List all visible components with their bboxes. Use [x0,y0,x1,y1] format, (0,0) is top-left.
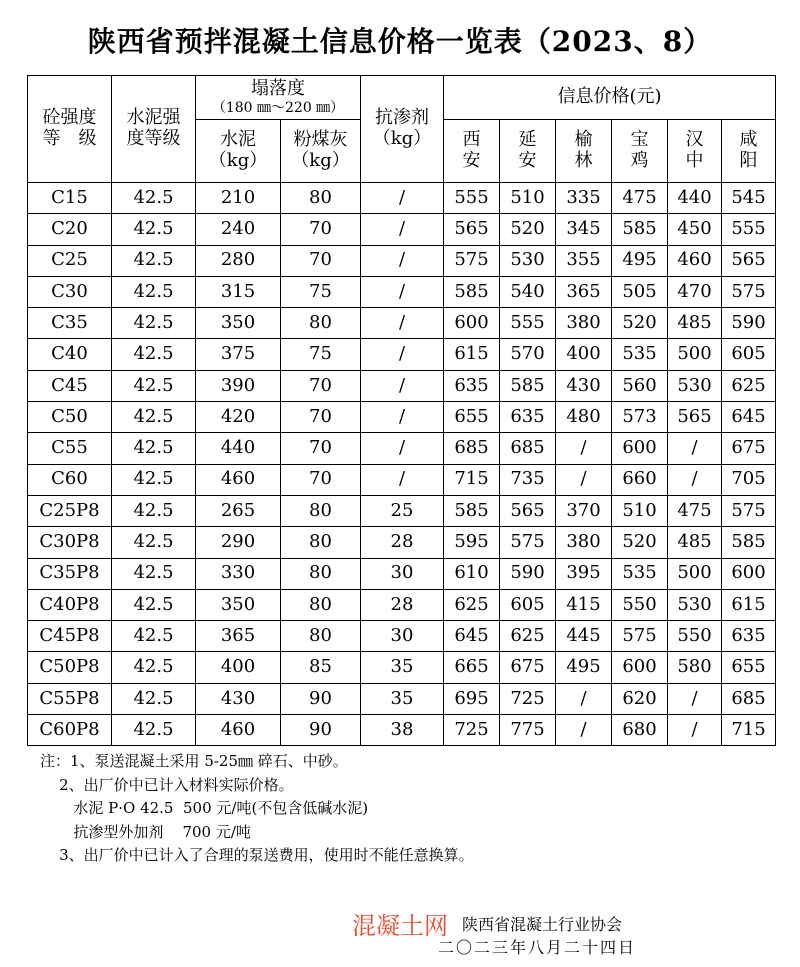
table-cell: 560 [612,370,668,401]
table-cell: 590 [722,308,776,339]
table-cell: 80 [281,558,361,589]
table-cell: 480 [556,402,612,433]
table-cell: 685 [722,683,776,714]
table-cell: 400 [556,339,612,370]
header-slump: 塌落度 （180 ㎜～220 ㎜） [196,76,361,120]
table-cell: 510 [612,495,668,526]
table-cell: 575 [722,276,776,307]
table-cell: 575 [500,527,556,558]
table-cell: 430 [196,683,281,714]
table-cell: 615 [444,339,500,370]
table-cell: 530 [500,245,556,276]
table-cell: 330 [196,558,281,589]
table-cell: 605 [500,589,556,620]
table-cell: / [361,370,444,401]
header-city-yulin: 榆 林 [556,120,612,183]
table-cell: 430 [556,370,612,401]
table-cell: 725 [500,683,556,714]
table-cell: 280 [196,245,281,276]
table-cell: / [361,214,444,245]
header-grade: 砼强度 等 级 [28,76,112,183]
table-cell: 625 [444,589,500,620]
table-cell: 495 [556,652,612,683]
table-cell: 80 [281,589,361,620]
table-cell: 345 [556,214,612,245]
table-cell: 42.5 [112,558,196,589]
table-cell: 535 [612,558,668,589]
table-cell: C55 [28,433,112,464]
table-row [28,370,776,401]
table-cell: 460 [196,464,281,495]
table-cell: 415 [556,589,612,620]
header-city-xian: 西 安 [444,120,500,183]
table-cell: / [361,183,444,214]
table-cell: 70 [281,214,361,245]
header-city-baoji: 宝 鸡 [612,120,668,183]
table-cell: 620 [612,683,668,714]
table-cell: 685 [444,433,500,464]
table-cell: 485 [668,527,722,558]
table-cell: C50P8 [28,652,112,683]
table-cell: 675 [500,652,556,683]
table-cell: 573 [612,402,668,433]
table-cell: 42.5 [112,245,196,276]
table-cell: / [556,433,612,464]
table-cell: 575 [444,245,500,276]
table-row [28,558,776,589]
table-cell: / [361,276,444,307]
table-cell: 460 [668,245,722,276]
note-line: 2、出厂价中已计入材料实际价格。 [40,775,294,794]
table-cell: 70 [281,464,361,495]
table-cell: 475 [668,495,722,526]
table-cell: 520 [500,214,556,245]
table-cell: 565 [500,495,556,526]
header-city-xianyang: 咸 阳 [722,120,776,183]
table-cell: 590 [500,558,556,589]
table-cell: 565 [668,402,722,433]
table-cell: 315 [196,276,281,307]
header-price: 信息价格(元) [444,76,776,120]
table-cell: 635 [722,621,776,652]
table-cell: / [361,402,444,433]
table-row [28,433,776,464]
table-cell: 290 [196,527,281,558]
table-cell: 350 [196,589,281,620]
table-cell: 420 [196,402,281,433]
header-cement: 水泥 （kg） [196,120,281,183]
table-cell: C50 [28,402,112,433]
table-cell: 445 [556,621,612,652]
table-cell: 400 [196,652,281,683]
table-cell: C45 [28,370,112,401]
table-row [28,621,776,652]
table-cell: 365 [196,621,281,652]
table-cell: 545 [722,183,776,214]
table-cell: 540 [500,276,556,307]
table-cell: 42.5 [112,308,196,339]
table-cell: 265 [196,495,281,526]
table-cell: 42.5 [112,464,196,495]
table-cell: / [361,308,444,339]
table-row [28,308,776,339]
table-cell: 500 [668,339,722,370]
table-cell: 440 [196,433,281,464]
table-row [28,402,776,433]
table-cell: 655 [722,652,776,683]
table-cell: 70 [281,245,361,276]
table-cell: 70 [281,402,361,433]
table-cell: 575 [722,495,776,526]
table-cell: 585 [444,495,500,526]
table-cell: 635 [500,402,556,433]
table-cell: 370 [556,495,612,526]
note-line: 注：1、泵送混凝土采用 5-25㎜ 碎石、中砂。 [40,752,348,770]
table-cell: 725 [444,715,500,746]
table-cell: 485 [668,308,722,339]
table-cell: 675 [722,433,776,464]
table-cell: 470 [668,276,722,307]
table-cell: 42.5 [112,183,196,214]
table-row [28,715,776,746]
table-cell: 42.5 [112,214,196,245]
table-cell: 30 [361,558,444,589]
organization-name: 陕西省混凝土行业协会 [462,915,623,934]
table-cell: 42.5 [112,683,196,714]
table-cell: 565 [444,214,500,245]
table-cell: 80 [281,183,361,214]
table-row [28,527,776,558]
table-cell: 75 [281,339,361,370]
table-cell: 30 [361,621,444,652]
table-row [28,245,776,276]
table-cell: 530 [668,589,722,620]
table-cell: 42.5 [112,276,196,307]
table-row [28,183,776,214]
header-cement-grade: 水泥强 度等级 [112,76,196,183]
table-cell: 555 [444,183,500,214]
table-cell: 635 [444,370,500,401]
table-cell: 550 [668,621,722,652]
table-cell: 600 [612,433,668,464]
price-table [27,75,776,746]
table-cell: 500 [668,558,722,589]
table-cell: 495 [612,245,668,276]
table-cell: 570 [500,339,556,370]
table-cell: 28 [361,527,444,558]
table-cell: 42.5 [112,370,196,401]
table-cell: 625 [722,370,776,401]
table-cell: 585 [500,370,556,401]
table-cell: C35P8 [28,558,112,589]
table-cell: 35 [361,652,444,683]
table-row [28,652,776,683]
table-cell: 605 [722,339,776,370]
table-cell: C20 [28,214,112,245]
table-cell: 440 [668,183,722,214]
table-cell: 380 [556,527,612,558]
table-cell: 575 [612,621,668,652]
table-cell: / [361,464,444,495]
table-row [28,495,776,526]
table-cell: 715 [722,715,776,746]
table-cell: 475 [612,183,668,214]
header-row-1 [28,76,776,120]
table-cell: C60 [28,464,112,495]
table-cell: 42.5 [112,495,196,526]
table-cell: 555 [500,308,556,339]
table-cell: 705 [722,464,776,495]
table-cell: C40P8 [28,589,112,620]
table-cell: C55P8 [28,683,112,714]
table-cell: 625 [500,621,556,652]
table-cell: 42.5 [112,652,196,683]
table-cell: 715 [444,464,500,495]
table-cell: 70 [281,370,361,401]
table-cell: 80 [281,495,361,526]
table-cell: 695 [444,683,500,714]
table-row [28,589,776,620]
table-cell: 365 [556,276,612,307]
table-cell: 520 [612,527,668,558]
table-cell: / [361,339,444,370]
table-cell: 600 [722,558,776,589]
table-cell: 90 [281,683,361,714]
table-cell: 80 [281,308,361,339]
note-line: 3、出厂价中已计入了合理的泵送费用，使用时不能任意换算。 [40,846,474,864]
table-cell: C15 [28,183,112,214]
note-line: 水泥 P·O 42.5 500 元/吨(不包含低碱水泥) [40,799,369,817]
table-cell: 90 [281,715,361,746]
table-cell: 565 [722,245,776,276]
table-cell: 555 [722,214,776,245]
table-row [28,276,776,307]
table-row [28,339,776,370]
table-cell: 550 [612,589,668,620]
table-cell: 210 [196,183,281,214]
watermark-logo: 混凝土网 [352,912,448,940]
table-body [28,183,776,746]
table-cell: / [668,715,722,746]
table-cell: C45P8 [28,621,112,652]
table-cell: 680 [612,715,668,746]
table-cell: 80 [281,621,361,652]
page-title: 陕西省预拌混凝土信息价格一览表（2023、8） [87,25,713,58]
table-cell: 645 [444,621,500,652]
table-row [28,214,776,245]
table-cell: / [556,683,612,714]
note-line: 抗渗型外加剂 700 元/吨 [40,822,251,841]
table-cell: 530 [668,370,722,401]
table-cell: 685 [500,433,556,464]
table-cell: 395 [556,558,612,589]
table-cell: 600 [612,652,668,683]
table-cell: 42.5 [112,527,196,558]
table-cell: 665 [444,652,500,683]
table-cell: 42.5 [112,433,196,464]
table-cell: C30 [28,276,112,307]
table-cell: / [668,433,722,464]
table-cell: 610 [444,558,500,589]
table-cell: C25P8 [28,495,112,526]
table-cell: / [668,683,722,714]
table-cell: 510 [500,183,556,214]
table-cell: 615 [722,589,776,620]
table-cell: 38 [361,715,444,746]
table-cell: / [556,715,612,746]
table-cell: 645 [722,402,776,433]
table-cell: 660 [612,464,668,495]
table-cell: 42.5 [112,621,196,652]
table-cell: 35 [361,683,444,714]
table-row [28,683,776,714]
table-cell: 80 [281,527,361,558]
table-cell: 775 [500,715,556,746]
table-cell: / [361,433,444,464]
table-cell: 355 [556,245,612,276]
header-admixture: 抗渗剂 （kg） [361,76,444,183]
table-cell: 70 [281,433,361,464]
notes [40,750,474,868]
table-cell: 585 [444,276,500,307]
table-cell: 85 [281,652,361,683]
table-cell: C30P8 [28,527,112,558]
issue-date: 二〇二三年八月二十四日 [438,938,637,957]
table-cell: 240 [196,214,281,245]
table-cell: 460 [196,715,281,746]
table-cell: 42.5 [112,589,196,620]
table-cell: 655 [444,402,500,433]
table-cell: / [361,245,444,276]
table-cell: C60P8 [28,715,112,746]
table-cell: 520 [612,308,668,339]
table-cell: 585 [612,214,668,245]
table-cell: 600 [444,308,500,339]
table-cell: 735 [500,464,556,495]
table-cell: 535 [612,339,668,370]
header-city-hanzhong: 汉 中 [668,120,722,183]
table-cell: 335 [556,183,612,214]
header-city-yanan: 延 安 [500,120,556,183]
table-cell: C35 [28,308,112,339]
table-cell: 42.5 [112,339,196,370]
table-cell: 380 [556,308,612,339]
table-cell: 75 [281,276,361,307]
table-cell: C25 [28,245,112,276]
table-cell: 25 [361,495,444,526]
table-cell: / [556,464,612,495]
table-cell: 580 [668,652,722,683]
table-cell: 350 [196,308,281,339]
header-flyash: 粉煤灰 （kg） [281,120,361,183]
table-cell: 42.5 [112,402,196,433]
table-cell: 585 [722,527,776,558]
table-cell: C40 [28,339,112,370]
table-cell: 450 [668,214,722,245]
table-cell: 505 [612,276,668,307]
table-cell: 595 [444,527,500,558]
table-cell: 28 [361,589,444,620]
table-row [28,464,776,495]
table-cell: 42.5 [112,715,196,746]
table-cell: / [668,464,722,495]
table-cell: 375 [196,339,281,370]
table-cell: 390 [196,370,281,401]
